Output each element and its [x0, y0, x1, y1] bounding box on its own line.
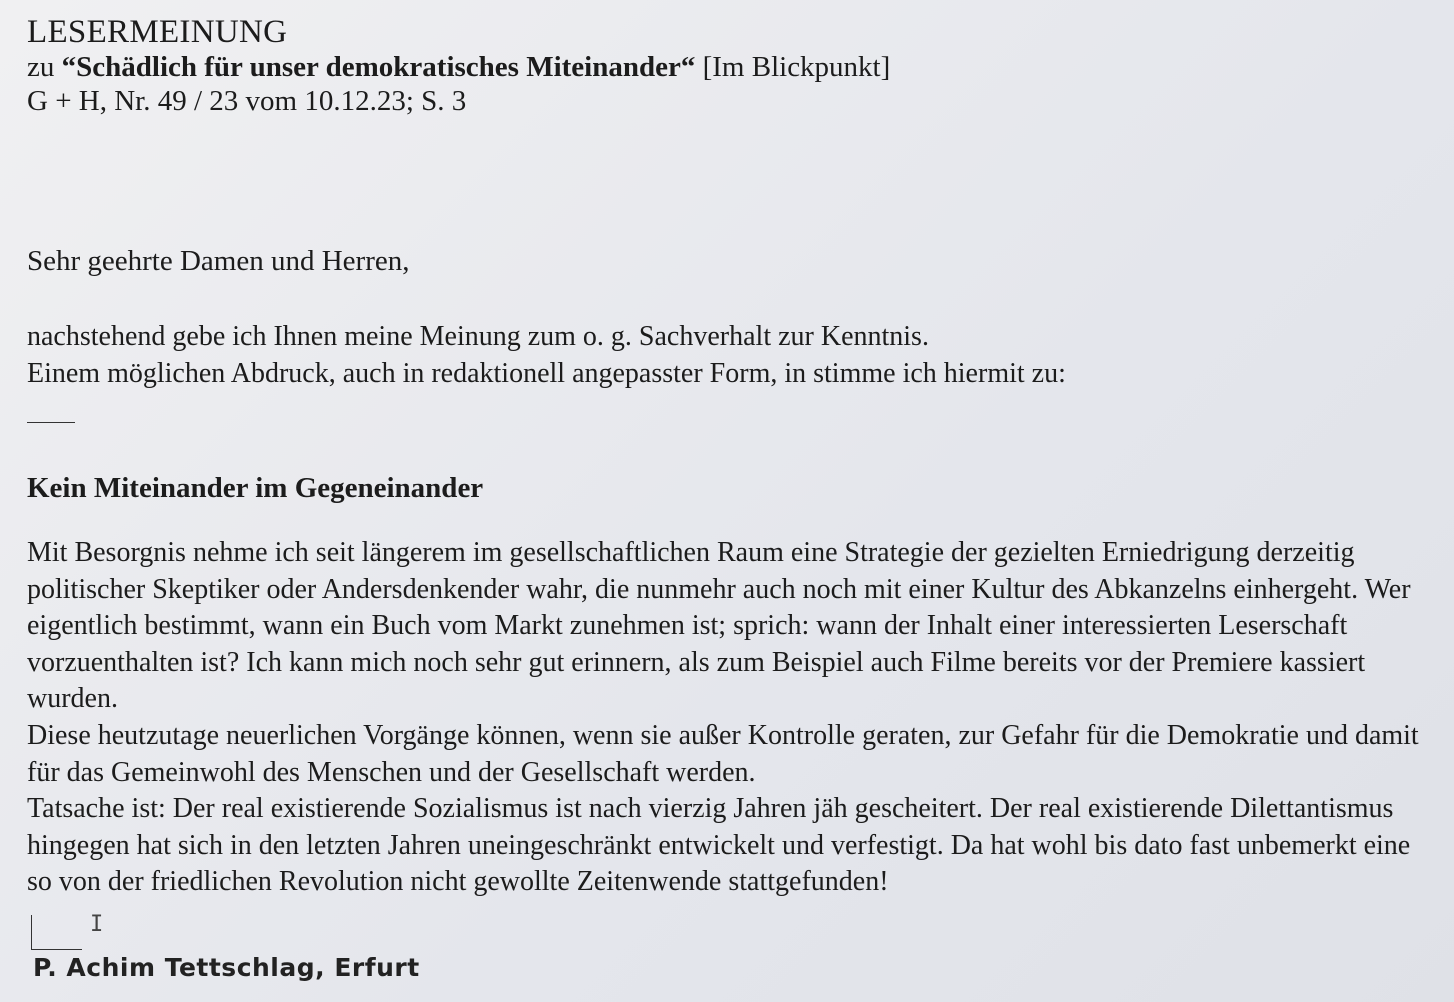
article-title: Kein Miteinander im Gegeneinander	[27, 472, 484, 504]
article-reference	[27, 50, 1430, 84]
publication-source: G + H, Nr. 49 / 23 vom 10.12.23; S. 3	[27, 85, 467, 117]
article-body	[27, 535, 1430, 901]
reference-article-title: “Schädlich für unser demokratisches Miteinander“	[61, 51, 696, 83]
signature-area-marker	[31, 915, 82, 950]
intro-text	[27, 318, 1430, 392]
salutation: Sehr geehrte Damen und Herren,	[27, 245, 410, 277]
intro-line-2: Einem möglichen Abdruck, auch in redaktionell angepasster Form, in stimme ich hiermit zu:	[27, 358, 1066, 389]
signature: P. Achim Tettschlag, Erfurt	[33, 953, 420, 982]
letter-heading: LESERMEINUNG	[27, 14, 288, 50]
reference-prefix: zu	[27, 51, 62, 83]
article-paragraph-2: Diese heutzutage neuerlichen Vorgänge können, wenn sie außer Kontrolle geraten, zur Gefahr für die Demokratie und damit für das Gemeinwohl des Menschen und der Gesellschaft werden.	[27, 719, 1419, 788]
intro-line-1: nachstehend gebe ich Ihnen meine Meinung zum o. g. Sachverhalt zur Kenntnis.	[27, 321, 929, 352]
text-cursor-icon: I	[90, 912, 104, 937]
separator-line	[27, 422, 75, 423]
reference-section: [Im Blickpunkt]	[695, 51, 891, 83]
article-paragraph-3: Tatsache ist: Der real existierende Sozialismus ist nach vierzig Jahren jäh gescheitert. Der real existierende Dilettantismus hingegen hat sich in den letzten Jahren uneingeschränkt entwickelt und verfestigt. Da hat wohl bis dato fast unbemerkt eine so von der friedlichen Revolution nicht gewollte Zeitenwende stattgefunden!	[27, 793, 1411, 898]
article-paragraph-1: Mit Besorgnis nehme ich seit längerem im gesellschaftlichen Raum eine Strategie der gezielten Erniedrigung derzeitig politischer Skeptiker oder Andersdenkender wahr, die nunmehr auch noch mit einer Kultur des Abkanzelns einhergeht. Wer eigentlich bestimmt, wann ein Buch vom Markt zunehmen ist; sprich: wann der Inhalt einer interessierten Leserschaft vorzuenthalten ist? Ich kann mich noch sehr gut erinnern, als zum Beispiel auch Filme bereits vor der Premiere kassiert wurden.	[27, 537, 1411, 715]
